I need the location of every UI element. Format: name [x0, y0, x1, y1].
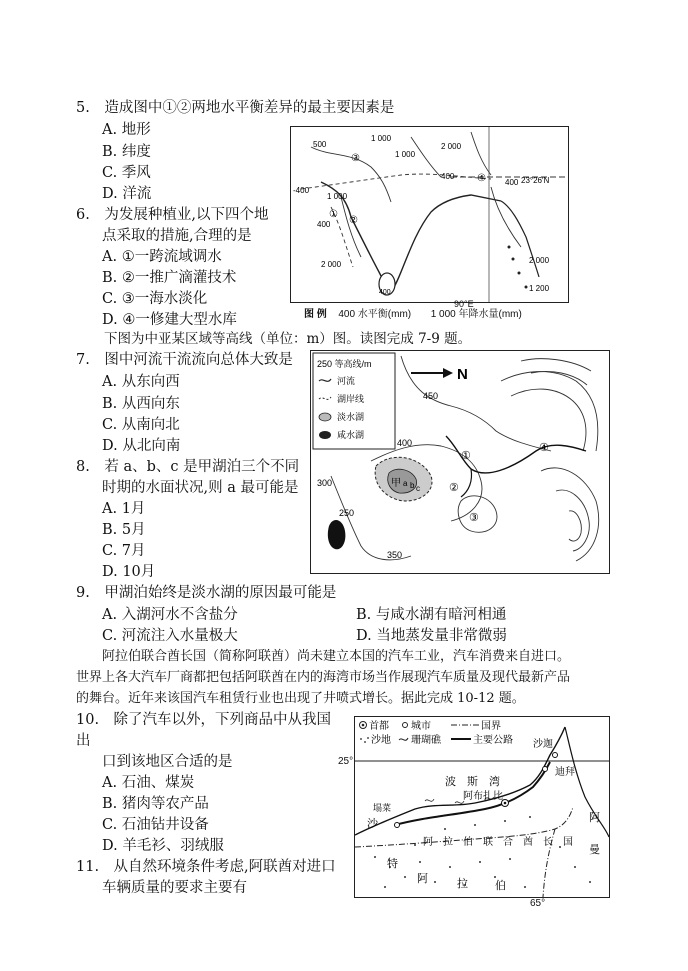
map1-label: 400 — [505, 178, 519, 187]
map1-label: 2 000 — [529, 256, 550, 265]
island-dot — [525, 286, 528, 289]
west-city-marker — [395, 823, 400, 828]
circled-3: ③ — [351, 153, 360, 164]
sand-dots — [374, 816, 591, 888]
q10-stem-line3: 口到该地区合适的是 — [102, 754, 233, 770]
coastline — [321, 182, 501, 292]
tropic-label: 23°26′N — [521, 176, 550, 185]
q8-stem-line1: 8. 若 a、b、c 是甲湖泊三个不同 — [76, 459, 300, 475]
contour-label: 250 — [339, 508, 355, 518]
contour-label: 450 — [423, 391, 439, 401]
intro-10-12-line1: 阿拉伯联合酋长国（简称阿联酋）尚未建立本国的汽车工业，汽车消费来自进口。 — [102, 649, 571, 664]
q9-stem: 9. 甲湖泊始终是淡水湖的原因最可能是 — [76, 585, 337, 601]
persian-gulf-label: 波 斯 湾 — [445, 776, 500, 788]
circled-2: ② — [349, 215, 358, 226]
q5-option-b: B. 纬度 — [102, 144, 151, 160]
q10-option-d: D. 羊毛衫、羽绒服 — [102, 838, 224, 854]
dubai-label: 迪拜 — [555, 767, 575, 778]
place-char: 伯 — [495, 880, 506, 892]
contour-line — [521, 359, 591, 371]
lake-mark-b: b — [410, 481, 415, 490]
legend-shoreline: 湖岸线 — [337, 394, 365, 404]
q9-option-d: D. 当地蒸发量非常微弱 — [356, 628, 507, 644]
saltwater-lake — [328, 520, 346, 549]
q6-option-d: D. ④一修建大型水库 — [102, 312, 237, 328]
circled-4: ④ — [477, 173, 486, 184]
place-char: 拉 — [457, 878, 468, 890]
lake-mark-a: a — [403, 479, 408, 488]
q7-option-b: B. 从西向东 — [102, 396, 180, 412]
q6-stem-line2: 点采取的措施,合理的是 — [102, 228, 252, 244]
circled-3: ③ — [469, 512, 479, 524]
contour-label: 350 — [387, 550, 403, 560]
map1-label: 1 000 — [371, 134, 392, 143]
map1-label: 2 000 — [441, 142, 462, 151]
freshwater-lake-legend-icon — [319, 413, 331, 421]
q8-option-a: A. 1月 — [102, 501, 146, 517]
q7-stem: 7. 图中河流干流流向总体大致是 — [76, 352, 293, 368]
south-asia-water-balance-map — [290, 126, 569, 303]
place-tacai-label: 塌菜 — [373, 803, 392, 813]
island-dot — [512, 258, 515, 261]
sharjah-city-marker — [553, 753, 558, 758]
q9-option-b: B. 与咸水湖有暗河相通 — [356, 607, 507, 623]
river-branch — [461, 469, 472, 497]
dubai-city-marker — [543, 767, 548, 772]
legend-coral: 珊瑚礁 — [411, 735, 441, 746]
map1-label: 1 000 — [327, 192, 348, 201]
q6-stem-line1: 6. 为发展种植业,以下四个地 — [76, 207, 269, 223]
q8-option-b: B. 5月 — [102, 522, 146, 538]
q10-option-c: C. 石油钻井设备 — [102, 817, 209, 833]
q10-option-b: B. 猪肉等农产品 — [102, 796, 209, 812]
q8-option-c: C. 7月 — [102, 543, 146, 559]
lake-jia-label: 甲 — [391, 478, 401, 489]
legend-saltwater: 咸水湖 — [337, 430, 365, 440]
place-char: 沙 — [367, 818, 378, 830]
contour-line — [401, 356, 551, 451]
legend-sand: 沙地 — [371, 735, 391, 746]
q10-option-a: A. 石油、煤炭 — [102, 775, 195, 791]
map3-lon-label: 65° — [530, 898, 546, 909]
q7-option-a: A. 从东向西 — [102, 374, 180, 390]
sand-icon — [360, 738, 362, 740]
uae-country-label: 阿 拉 伯 联 合 酋 长 国 — [423, 837, 573, 848]
intro-10-12-line2: 世界上各大汽车厂商都把包括阿联酋在内的海湾市场当作展现汽车质量及现代最新产品 — [76, 670, 571, 685]
q8-stem-line2: 时期的水面状况,则 a 最可能是 — [102, 480, 299, 496]
contour-label: 400 — [397, 438, 413, 448]
map1-label: -400 — [293, 186, 310, 195]
rainfall-isoline — [471, 132, 491, 175]
rainfall-isoline — [341, 197, 361, 257]
map1-label: 2 000 — [321, 260, 342, 269]
oman-char: 曼 — [589, 844, 600, 856]
place-char: 特 — [387, 858, 398, 870]
island-dot — [518, 272, 521, 275]
q9-option-a: A. 入湖河水不含盐分 — [102, 607, 238, 623]
q6-option-b: B. ②一推广滴灌技术 — [102, 270, 237, 286]
q11-stem-line2: 车辆质量的要求主要有 — [102, 880, 247, 896]
q10-stem-line1: 10. 除了汽车以外，下列商品中从我国 — [76, 712, 332, 728]
sand-icon — [367, 737, 369, 739]
contour-map-svg — [311, 351, 609, 573]
legend-contour: 250 等高线/m — [317, 359, 372, 369]
q11-stem-line1: 11. 从自然环境条件考虑,阿联酋对进口 — [76, 859, 336, 875]
circled-1: ① — [461, 450, 471, 462]
map1-lon-label: 90°E — [454, 299, 474, 309]
sharjah-label: 沙迦 — [533, 739, 553, 750]
map1-legend — [304, 309, 522, 321]
north-arrow-head-icon — [443, 368, 453, 378]
oman-char: 阿 — [589, 812, 600, 824]
q6-option-a: A. ①一跨流域调水 — [102, 249, 222, 265]
map1-label: 400 — [441, 172, 455, 181]
map1-label: 400 — [379, 289, 391, 296]
central-asia-contour-map — [310, 350, 610, 574]
rainfall-isoline — [491, 187, 521, 247]
circled-2: ② — [449, 482, 459, 494]
coral-reef-icon — [399, 738, 408, 740]
coastline-east — [501, 201, 539, 277]
oman-coastline — [565, 727, 609, 837]
legend-border: 国界 — [481, 721, 501, 732]
lake-mark-c: c — [416, 484, 420, 493]
q5-option-c: C. 季风 — [102, 165, 151, 181]
contour-label: 300 — [317, 478, 333, 488]
legend-title: 图 例 — [304, 309, 327, 320]
legend-capital: 首都 — [369, 721, 389, 732]
island-dot — [508, 246, 511, 249]
rainfall-isoline — [411, 137, 441, 177]
q10-stem-line2: 出 — [76, 733, 91, 749]
coral-reef-mark — [425, 799, 434, 801]
contour-line — [501, 372, 598, 451]
legend-rainfall: 1 000 年降水量(mm) — [430, 309, 522, 320]
q5-stem: 5. 造成图中①②两地水平衡差异的最主要因素是 — [76, 100, 395, 116]
legend-water-balance: 400 水平衡(mm) — [338, 309, 412, 320]
city-icon — [403, 723, 408, 728]
capital-icon-dot — [362, 724, 365, 727]
q6-option-c: C. ③一海水淡化 — [102, 291, 208, 307]
abu-dhabi-capital-dot — [504, 802, 507, 805]
q9-option-c: C. 河流注入水量极大 — [102, 628, 238, 644]
legend-freshwater: 淡水湖 — [337, 412, 365, 422]
map1-label: 500 — [313, 140, 327, 149]
sand-icon — [364, 741, 366, 743]
circled-1: ① — [329, 209, 338, 220]
circled-4: ④ — [539, 442, 549, 454]
place-char: 阿 — [417, 873, 428, 885]
q5-option-d: D. 洋流 — [102, 186, 152, 202]
legend-city: 城市 — [411, 721, 431, 732]
contour-line — [556, 490, 589, 551]
north-label: N — [457, 366, 468, 383]
intro-10-12-line3: 的舞台。近年来该国汽车租赁行业也出现了井喷式增长。据此完成 10-12 题。 — [76, 691, 525, 706]
q7-option-c: C. 从南向北 — [102, 417, 180, 433]
map1-label: 1 200 — [529, 284, 550, 293]
uae-map-svg — [355, 717, 609, 897]
contour-line — [569, 511, 581, 541]
abu-dhabi-label: 阿布扎比 — [463, 791, 503, 802]
legend-river: 河流 — [337, 376, 356, 386]
saltwater-lake-legend-icon — [319, 431, 331, 439]
south-asia-map-svg — [291, 127, 568, 302]
intro-7-9: 下图为中亚某区域等高线（单位：m）图。读图完成 7-9 题。 — [104, 331, 472, 347]
q5-option-a: A. 地形 — [102, 122, 151, 138]
q8-option-d: D. 10月 — [102, 564, 156, 580]
legend-highway: 主要公路 — [473, 735, 513, 746]
q7-option-d: D. 从北向南 — [102, 438, 181, 454]
map3-lat-label: 25° — [338, 756, 354, 767]
map1-label: 1 000 — [395, 150, 416, 159]
contour-line — [541, 468, 599, 561]
uae-map — [354, 716, 610, 898]
map1-label: 400 — [317, 220, 331, 229]
